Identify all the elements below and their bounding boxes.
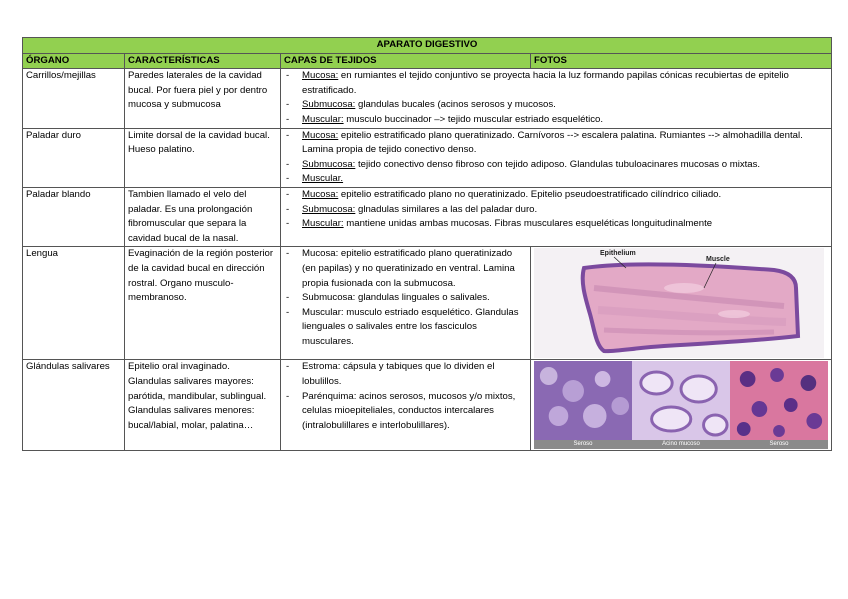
layer-text: epitelio estratificado plano no queratinizado. Epitelio pseudoestratificado cilíndrico ciliado. xyxy=(338,188,722,200)
table-row xyxy=(23,128,832,187)
organ-cell: Paladar blando xyxy=(23,187,125,246)
feature-text: Glandulas salivares mayores: parótida, mandibular, sublingual. xyxy=(128,375,267,402)
layer-term: Submucosa: xyxy=(302,203,356,215)
caption-mucous: Acino mucoso xyxy=(632,440,730,449)
layer-term: Mucosa: xyxy=(302,129,339,141)
layer-text: glandulas bucales (acinos serosos y mucosos. xyxy=(355,99,556,111)
layer-item xyxy=(284,188,828,203)
label-muscle: Muscle xyxy=(706,256,730,264)
serous-image-1 xyxy=(534,361,632,449)
header-features: CARACTERÍSTICAS xyxy=(125,53,281,69)
layer-term: Submucosa: xyxy=(302,158,356,170)
layer-item: - Submucosa: glandulas linguales o salivales. xyxy=(284,291,527,306)
tongue-histology-image xyxy=(534,248,824,358)
layer-item: - Parénquima: acinos serosos, mucosos y/o mixtos, celulas mioepiteliales, conductos intercalares (intralobulillares e interlobulillares). xyxy=(284,390,527,434)
layer-item xyxy=(284,203,828,218)
organ-cell: Paladar duro xyxy=(23,128,125,187)
layer-text: musculo buccinador –> tejido muscular estriado esquelético. xyxy=(343,113,604,125)
layer-text: epitelio estratificado plano queratinizado. Carnívoros --> escalera palatina. Rumiantes --> almohadilla dental. Lamina propia de tejido conectivo denso. xyxy=(302,129,803,156)
table-row xyxy=(23,360,832,451)
layer-item xyxy=(284,158,828,173)
layer-item xyxy=(284,172,828,187)
caption-serous-2: Seroso xyxy=(730,440,828,449)
layer-item: - Mucosa: epitelio estratificado plano queratinizado (en papilas) y no queratinizado en ventral. Lamina propia fusionada con la submucosa. xyxy=(284,247,527,291)
table-row xyxy=(23,69,832,128)
layer-text: glnadulas similares a las del paladar duro. xyxy=(355,203,538,215)
layer-text: tejido conectivo denso fibroso con tejido adiposo. Glandulas tubuloacinares mucosas o mixtas. xyxy=(355,158,761,170)
header-organ: ÓRGANO xyxy=(23,53,125,69)
photo-cell xyxy=(531,247,832,360)
layer-term: Mucosa: xyxy=(302,70,339,82)
layers-cell xyxy=(281,360,531,451)
feature-text: Glandulas salivares menores: bucal/labial, molar, palatina… xyxy=(128,405,255,431)
table-row xyxy=(23,247,832,360)
layer-item xyxy=(284,217,828,232)
layer-term: Muscular: xyxy=(302,218,344,230)
serous-image-2 xyxy=(730,361,828,449)
feature-text: Tambien llamado el velo del paladar. Es una prolongación fibromuscular que separa la cavidad bucal de la nasal. xyxy=(128,188,253,244)
layers-cell xyxy=(281,128,832,187)
feature-text: Evaginación de la región posterior de la cavidad bucal en dirección rostral. Organo musculo-membranoso. xyxy=(128,248,274,304)
organ-cell: Glándulas salivares xyxy=(23,360,125,451)
layer-item xyxy=(284,98,828,113)
layer-item xyxy=(284,129,828,158)
header-photos: FOTOS xyxy=(531,53,832,69)
table-title: APARATO DIGESTIVO xyxy=(23,38,832,54)
layers-cell xyxy=(281,247,531,360)
organ-cell: Carrillos/mejillas xyxy=(23,69,125,128)
layer-item: - Estroma: cápsula y tabiques que lo dividen el lobulillos. xyxy=(284,360,527,389)
header-layers: CAPAS DE TEJIDOS xyxy=(281,53,531,69)
layer-term: Muscular. xyxy=(302,173,344,185)
features-cell xyxy=(125,69,281,128)
layer-text: en rumiantes el tejido conjuntivo se proyecta hacia la luz formando papilas cónicas recubiertas de epitelio estratificado. xyxy=(302,70,789,96)
features-cell xyxy=(125,247,281,360)
layer-item xyxy=(284,69,828,98)
layer-item: - Muscular: musculo estriado esquelético. Glandulas lienguales o salivales entre los fasciculos musculares. xyxy=(284,306,527,350)
features-cell xyxy=(125,187,281,246)
salivary-histology-strip xyxy=(534,361,828,449)
layer-item xyxy=(284,113,828,128)
mucous-acinus-image xyxy=(632,361,730,449)
features-cell xyxy=(125,360,281,451)
layers-cell xyxy=(281,69,832,128)
organ-cell: Lengua xyxy=(23,247,125,360)
layer-term: Mucosa: xyxy=(302,188,339,200)
feature-text: Epitelio oral invaginado. xyxy=(128,361,230,373)
table-row xyxy=(23,187,832,246)
caption-serous-1: Seroso xyxy=(534,440,632,449)
features-cell xyxy=(125,128,281,187)
layer-term: Submucosa: xyxy=(302,99,356,111)
layers-cell xyxy=(281,187,832,246)
layer-text: mantiene unidas ambas mucosas. Fibras musculares esqueléticas longuitudinalmente xyxy=(343,218,713,230)
digestive-table xyxy=(22,37,832,451)
photo-cell xyxy=(531,360,832,451)
label-epithelium: Epithelium xyxy=(600,250,636,258)
feature-text: Paredes laterales de la cavidad bucal. Por fuera piel y por dentro mucosa y submucosa xyxy=(128,70,268,111)
feature-text: Limite dorsal de la cavidad bucal. Hueso palatino. xyxy=(128,129,270,156)
layer-term: Muscular: xyxy=(302,113,344,125)
